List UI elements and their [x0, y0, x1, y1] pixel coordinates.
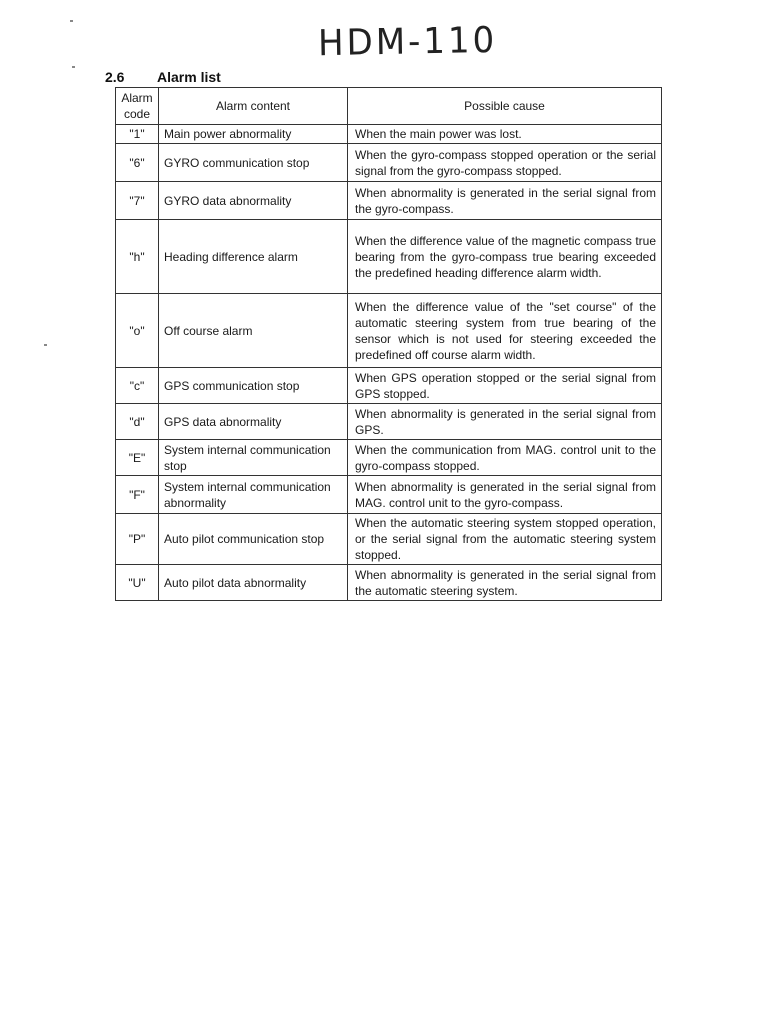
possible-cause-cell: When the difference value of the "set course" of the automatic steering system from true bearing of the sensor which is not used for steering exceeded the predefined off course alarm width. — [348, 294, 662, 368]
scan-speck — [72, 66, 75, 68]
table-row — [116, 368, 662, 404]
possible-cause-cell: When abnormality is generated in the serial signal from the gyro-compass. — [348, 182, 662, 220]
header-alarm-code — [116, 88, 159, 125]
possible-cause-cell: When abnormality is generated in the serial signal from the automatic steering system. — [348, 565, 662, 601]
table-row — [116, 404, 662, 440]
header-possible-cause: Possible cause — [348, 88, 662, 125]
section-title: Alarm list — [157, 69, 221, 85]
header-code-line2: code — [123, 107, 151, 121]
table-row — [116, 125, 662, 144]
table-row — [116, 294, 662, 368]
alarm-content-cell: GPS data abnormality — [159, 404, 348, 440]
header-code-line1: Alarm — [121, 91, 153, 105]
alarm-list-table — [115, 87, 662, 601]
table-row — [116, 565, 662, 601]
section-heading — [105, 69, 221, 85]
alarm-content-cell: GPS communication stop — [159, 368, 348, 404]
alarm-code-cell: "P" — [116, 514, 159, 565]
table-row — [116, 514, 662, 565]
possible-cause-cell: When abnormality is generated in the serial signal from MAG. control unit to the gyro-compass. — [348, 476, 662, 514]
scan-speck — [70, 20, 73, 22]
table-row — [116, 182, 662, 220]
possible-cause-cell: When abnormality is generated in the serial signal from GPS. — [348, 404, 662, 440]
alarm-content-cell: Off course alarm — [159, 294, 348, 368]
alarm-content-cell: Auto pilot communication stop — [159, 514, 348, 565]
possible-cause-cell: When the communication from MAG. control unit to the gyro-compass stopped. — [348, 440, 662, 476]
header-alarm-content: Alarm content — [159, 88, 348, 125]
alarm-content-cell: System internal communication stop — [159, 440, 348, 476]
possible-cause-cell: When the gyro-compass stopped operation or the serial signal from the gyro-compass stopped. — [348, 144, 662, 182]
possible-cause-cell: When the automatic steering system stopped operation, or the serial signal from the automatic steering system stopped. — [348, 514, 662, 565]
scan-speck — [44, 344, 47, 346]
alarm-content-cell: Heading difference alarm — [159, 220, 348, 294]
table-row — [116, 440, 662, 476]
table-row — [116, 144, 662, 182]
possible-cause-cell: When the main power was lost. — [348, 125, 662, 144]
handwritten-model-title: HDM-110 — [317, 19, 498, 65]
alarm-code-cell: "7" — [116, 182, 159, 220]
section-number: 2.6 — [105, 69, 125, 85]
alarm-content-cell: GYRO communication stop — [159, 144, 348, 182]
alarm-content-cell: Auto pilot data abnormality — [159, 565, 348, 601]
alarm-code-cell: "h" — [116, 220, 159, 294]
alarm-code-cell: "c" — [116, 368, 159, 404]
possible-cause-cell: When GPS operation stopped or the serial signal from GPS stopped. — [348, 368, 662, 404]
alarm-code-cell: "1" — [116, 125, 159, 144]
alarm-content-cell: GYRO data abnormality — [159, 182, 348, 220]
alarm-code-cell: "o" — [116, 294, 159, 368]
alarm-code-cell: "d" — [116, 404, 159, 440]
alarm-code-cell: "U" — [116, 565, 159, 601]
alarm-code-cell: "E" — [116, 440, 159, 476]
alarm-code-cell: "6" — [116, 144, 159, 182]
alarm-table-body — [116, 125, 662, 601]
table-row — [116, 220, 662, 294]
table-row — [116, 476, 662, 514]
table-header-row — [116, 88, 662, 125]
alarm-content-cell: System internal communication abnormality — [159, 476, 348, 514]
possible-cause-cell: When the difference value of the magnetic compass true bearing from the gyro-compass true bearing exceeded the predefined heading difference alarm width. — [348, 220, 662, 294]
alarm-content-cell: Main power abnormality — [159, 125, 348, 144]
alarm-code-cell: "F" — [116, 476, 159, 514]
